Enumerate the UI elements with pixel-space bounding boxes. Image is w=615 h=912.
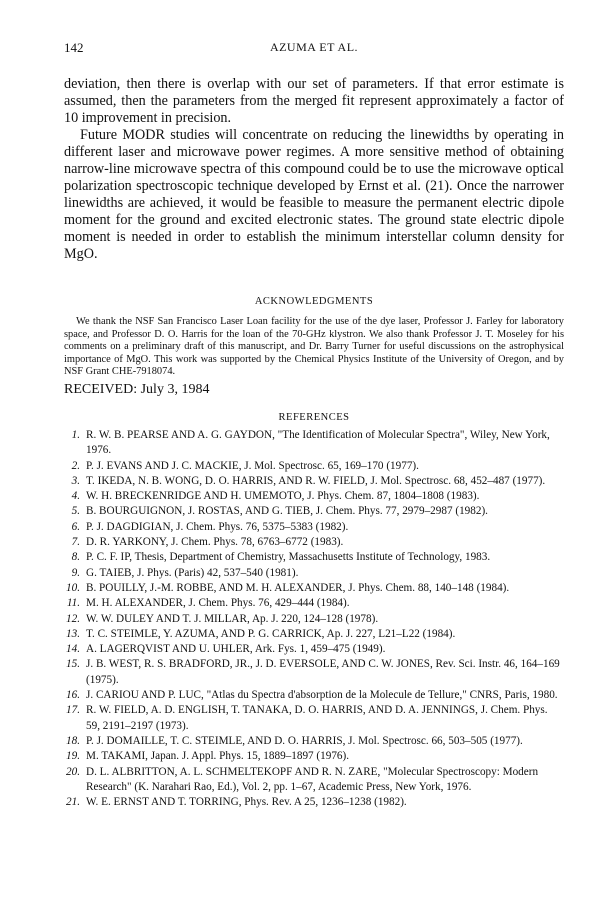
reference-text: P. J. DAGDIGIAN, J. Chem. Phys. 76, 5375–5383 (1982). — [86, 520, 349, 533]
reference-item — [64, 688, 564, 703]
references-list — [64, 428, 564, 810]
reference-number: 6. — [71, 520, 80, 533]
reference-number: 14. — [66, 643, 80, 656]
page-header — [64, 40, 564, 60]
reference-number: 8. — [71, 551, 80, 564]
reference-item — [64, 474, 564, 489]
paragraph-2: Future MODR studies will concentrate on reducing the linewidths by operating in different laser and microwave power regimes. A more sensitive method of obtaining narrow-line microwave spectra of this compound could be to use the microwave optical polarization spectroscopic technique developed by Ernst et al. (21). Once the narrower linewidths are achieved, it would be feasible to measure the permanent electric dipole moment for the ground and excited electronic states. The ground state electric dipole moment is needed in order to establish the minimum interstellar column density for MgO. — [64, 127, 564, 262]
page-number: 142 — [64, 40, 84, 55]
reference-item — [64, 734, 564, 749]
reference-text: W. W. DULEY AND T. J. MILLAR, Ap. J. 220, 124–128 (1978). — [86, 612, 379, 625]
reference-item — [64, 596, 564, 611]
reference-number: 20. — [66, 765, 80, 778]
reference-number: 4. — [71, 490, 80, 503]
acknowledgments-text: We thank the NSF San Francisco Laser Loan facility for the use of the dye laser, Professor J. Farley for laboratory space, and Professor D. O. Harris for the loan of the 70-GHz klystron. We also thank Professor J. T. Moseley for his comments on a preliminary draft of this manuscript, and Dr. Barry Turner for useful discussions on the astrophysical importance of MgO. This work was supported by the Chemical Physics Institute of the University of Oregon, and by NSF Grant CHE-7918074. — [64, 316, 564, 377]
reference-item — [64, 550, 564, 565]
reference-text: B. BOURGUIGNON, J. ROSTAS, AND G. TIEB, J. Chem. Phys. 77, 2979–2987 (1982). — [86, 505, 488, 518]
reference-item — [64, 566, 564, 581]
reference-text: M. H. ALEXANDER, J. Chem. Phys. 76, 429–444 (1984). — [86, 597, 350, 610]
reference-number: 9. — [71, 566, 80, 579]
reference-item — [64, 795, 564, 810]
reference-text: M. TAKAMI, Japan. J. Appl. Phys. 15, 1889–1897 (1976). — [86, 750, 350, 763]
reference-text: W. E. ERNST AND T. TORRING, Phys. Rev. A 25, 1236–1238 (1982). — [86, 796, 407, 809]
reference-number: 13. — [66, 627, 80, 640]
reference-text: W. H. BRECKENRIDGE AND H. UMEMOTO, J. Phys. Chem. 87, 1804–1808 (1983). — [86, 490, 480, 503]
reference-text: D. L. ALBRITTON, A. L. SCHMELTEKOPF AND R. N. ZARE, "Molecular Spectroscopy: Modern Research" (K. Narahari Rao, Ed.), Vol. 2, pp. 1–67, Academic Press, New York, 1976. — [86, 765, 539, 793]
reference-item — [64, 489, 564, 504]
acknowledgments-title: ACKNOWLEDGMENTS — [254, 296, 374, 307]
reference-text: P. J. EVANS AND J. C. MACKIE, J. Mol. Spectrosc. 65, 169–170 (1977). — [86, 459, 419, 472]
running-head: AZUMA ET AL. — [269, 40, 359, 54]
reference-number: 18. — [66, 734, 80, 747]
body-text — [64, 76, 564, 263]
reference-item — [64, 642, 564, 657]
reference-item — [64, 703, 564, 734]
reference-text: D. R. YARKONY, J. Chem. Phys. 78, 6763–6772 (1983). — [86, 536, 344, 549]
reference-text: J. B. WEST, R. S. BRADFORD, JR., J. D. EVERSOLE, AND C. W. JONES, Rev. Sci. Instr. 46, 164–169 (1975). — [86, 658, 560, 686]
reference-number: 19. — [66, 750, 80, 763]
reference-text: R. W. FIELD, A. D. ENGLISH, T. TANAKA, D. O. HARRIS, AND D. A. JENNINGS, J. Chem. Phys. 59, 2191–2197 (1973). — [86, 704, 548, 732]
reference-number: 3. — [71, 474, 80, 487]
reference-number: 1. — [71, 429, 80, 441]
reference-item — [64, 765, 564, 796]
reference-text: P. C. F. IP, Thesis, Department of Chemistry, Massachusetts Institute of Technology, 1983. — [86, 551, 491, 564]
reference-item — [64, 428, 564, 459]
reference-number: 2. — [71, 459, 80, 472]
reference-number: 17. — [66, 704, 80, 717]
reference-item — [64, 627, 564, 642]
references-title: REFERENCES — [278, 412, 350, 423]
reference-item — [64, 520, 564, 535]
reference-item — [64, 459, 564, 474]
reference-text: T. IKEDA, N. B. WONG, D. O. HARRIS, AND R. W. FIELD, J. Mol. Spectrosc. 68, 452–487 (1977). — [86, 474, 546, 487]
reference-number: 15. — [66, 658, 80, 671]
reference-text: R. W. B. PEARSE AND A. G. GAYDON, "The Identification of Molecular Spectra", Wiley, New York, 1976. — [86, 429, 550, 457]
reference-text: T. C. STEIMLE, Y. AZUMA, AND P. G. CARRICK, Ap. J. 227, L21–L22 (1984). — [86, 627, 456, 640]
reference-number: 7. — [71, 536, 80, 549]
paragraph-1: deviation, then there is overlap with our set of parameters. If that error estimate is assumed, then the parameters from the merged fit represent approximately a factor of 10 improvement in precision. — [64, 76, 564, 126]
reference-number: 12. — [66, 612, 80, 625]
reference-text: P. J. DOMAILLE, T. C. STEIMLE, AND D. O. HARRIS, J. Mol. Spectrosc. 66, 503–505 (1977). — [86, 734, 523, 747]
reference-text: B. POUILLY, J.-M. ROBBE, AND M. H. ALEXANDER, J. Phys. Chem. 88, 140–148 (1984). — [86, 581, 510, 594]
reference-number: 10. — [66, 581, 80, 594]
received-date: RECEIVED: July 3, 1984 — [64, 382, 210, 397]
reference-item — [64, 504, 564, 519]
reference-item — [64, 612, 564, 627]
reference-text: A. LAGERQVIST AND U. UHLER, Ark. Fys. 1, 459–475 (1949). — [86, 643, 386, 656]
reference-item — [64, 581, 564, 596]
reference-number: 5. — [71, 505, 80, 518]
reference-item — [64, 749, 564, 764]
reference-item — [64, 657, 564, 688]
reference-item — [64, 535, 564, 550]
reference-number: 11. — [66, 597, 80, 610]
reference-text: J. CARIOU AND P. LUC, "Atlas du Spectra d'absorption de la Molecule de Tellure," CNRS, Paris, 1980. — [86, 689, 558, 702]
reference-number: 16. — [66, 689, 80, 702]
reference-text: G. TAIEB, J. Phys. (Paris) 42, 537–540 (1981). — [86, 566, 299, 579]
reference-number: 21. — [66, 796, 80, 809]
